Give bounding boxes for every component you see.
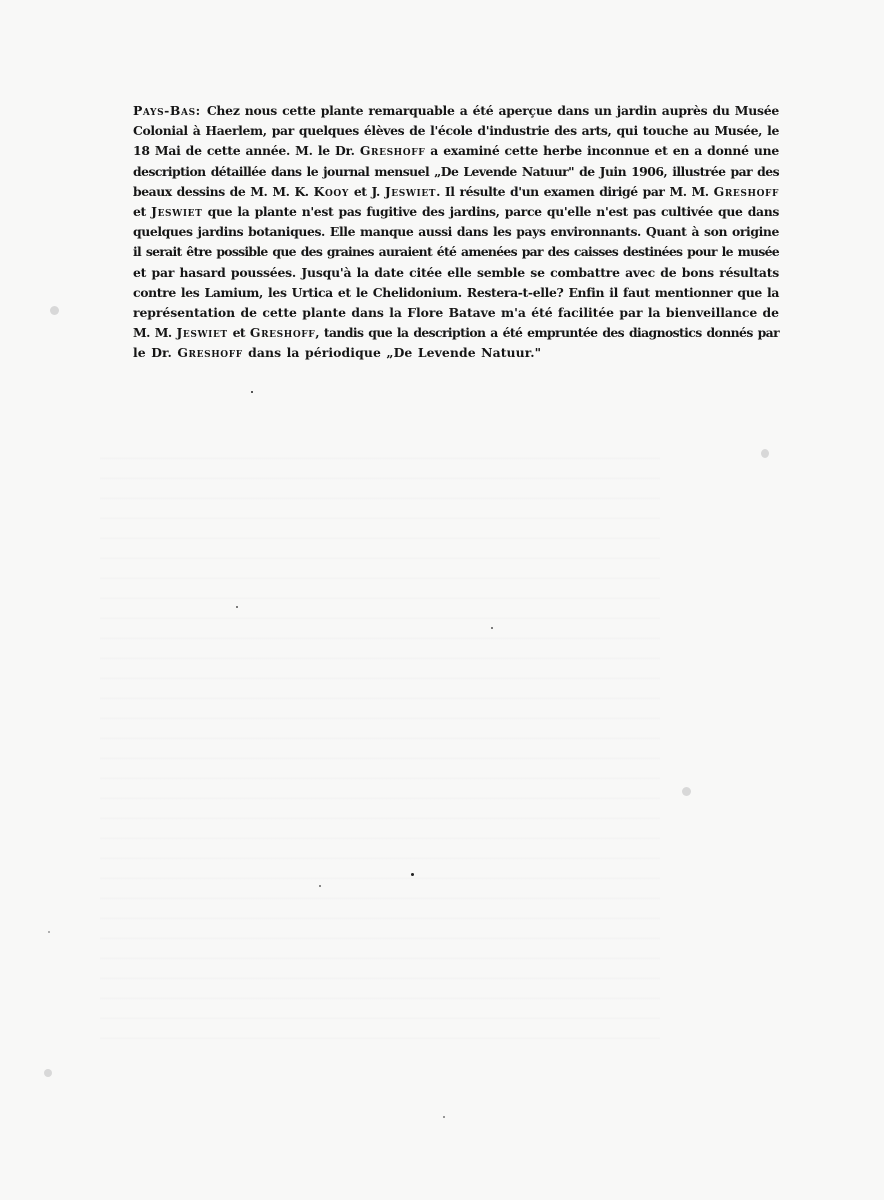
text-line: Colonial à Haerlem, par quelques élèves de l'école d'industrie des arts, qui touche au Musée, le	[133, 123, 779, 139]
person-name: Greshoff	[249, 325, 316, 341]
text-line: représentation de cette plante dans la Flore Batave m'a été facilitée par la bienveillance de	[133, 305, 779, 321]
text-line: quelques jardins botaniques. Elle manque aussi dans les pays environnants. Quant à son origine	[133, 224, 779, 240]
body-paragraph	[133, 101, 779, 364]
text-line: description détaillée dans le journal mensuel „De Levende Natuur" de Juin 1906, illustrée par des	[133, 163, 779, 179]
person-name: Greshoff	[713, 183, 779, 199]
scan-speck	[443, 1116, 445, 1118]
person-name: Jeswiet	[176, 325, 228, 341]
text-line: et Jeswiet que la plante n'est pas fugitive des jardins, parce qu'elle n'est pas cultivée que dans	[133, 204, 779, 220]
scan-speck	[251, 391, 253, 393]
scan-speck	[411, 873, 414, 876]
scan-speck	[48, 931, 50, 933]
text-line: et par hasard poussées. Jusqu'à la date citée elle semble se combattre avec de bons résultats	[133, 264, 779, 280]
scan-smudge	[682, 787, 691, 796]
text-line: contre les Lamium, les Urtica et le Chelidonium. Restera-t-elle? Enfin il faut mentionner que la	[133, 284, 779, 300]
text-line: M. M. Jeswiet et Greshoff, tandis que la description a été empruntée des diagnostics donnés par	[133, 325, 779, 341]
person-name: Greshoff	[177, 345, 243, 361]
text-line: Pays-Bas: Chez nous cette plante remarquable a été aperçue dans un jardin auprès du Musée	[133, 103, 779, 118]
scan-smudge	[50, 306, 59, 315]
show-through-background	[100, 440, 660, 1040]
person-name: Jeswiet	[384, 183, 437, 199]
text-line: 18 Mai de cette année. M. le Dr. Greshoff a examiné cette herbe inconnue et en a donné une	[133, 143, 780, 159]
text-line: le Dr. Greshoff dans la périodique „De Levende Natuur."	[133, 345, 542, 361]
scan-smudge	[761, 449, 769, 458]
person-name: Kooy	[313, 183, 349, 199]
text-line: beaux dessins de M. M. K. Kooy et J. Jeswiet. Il résulte d'un examen dirigé par M. M. Greshoff	[133, 183, 779, 199]
person-name: Greshoff	[359, 143, 426, 159]
scan-speck	[236, 606, 238, 608]
scan-speck	[319, 885, 321, 887]
scan-speck	[491, 627, 493, 629]
country-heading: Pays-Bas:	[133, 103, 207, 118]
text-line: il serait être possible que des graines auraient été amenées par des caisses destinées pour le musée	[133, 244, 779, 260]
person-name: Jeswiet	[151, 204, 203, 220]
scan-smudge	[44, 1069, 52, 1077]
